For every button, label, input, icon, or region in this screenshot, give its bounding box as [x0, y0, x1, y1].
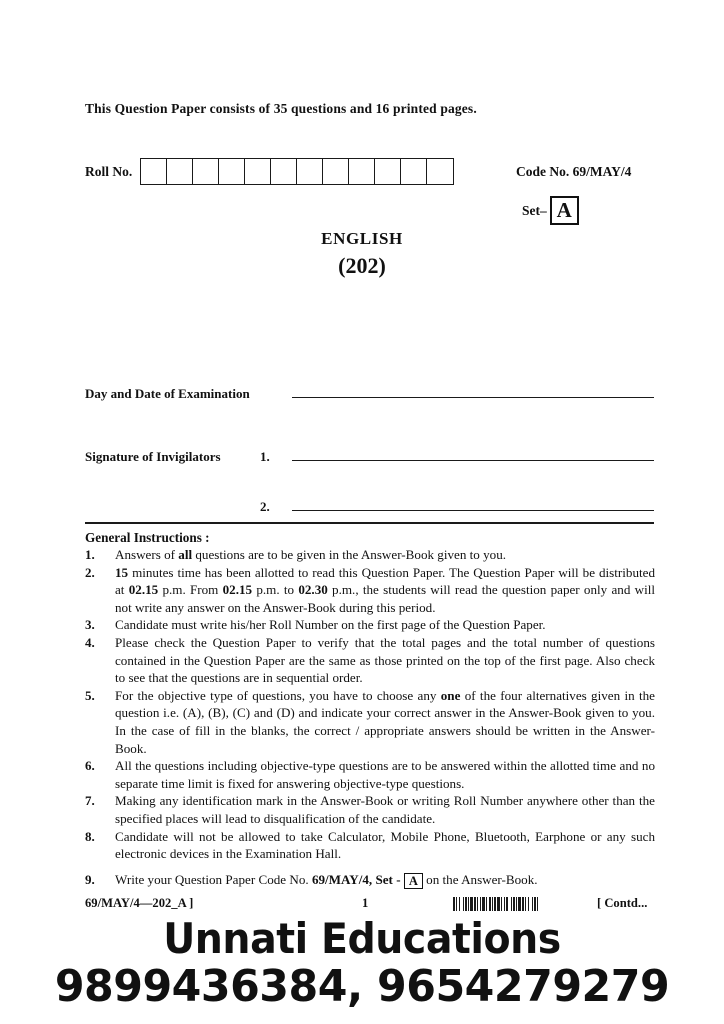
paper-summary-notice: This Question Paper consists of 35 questions and 16 printed pages.	[85, 101, 477, 116]
page-footer	[85, 896, 655, 912]
set-value-box: A	[550, 196, 579, 225]
coaching-name: Unnati Educations	[163, 914, 561, 963]
footer-page-number: 1	[362, 896, 369, 910]
instruction-text: 15 minutes time has been allotted to read this Question Paper. The Question Paper will be distributed at 02.15 p.m. From 02.15 p.m. to 02.30 p.m., the students will read the question paper only and will not write any answer on the Answer-Book during this period.	[115, 564, 655, 615]
instruction-number: 8.	[85, 828, 95, 844]
instruction-item	[85, 871, 655, 889]
invigilator-1-number: 1.	[260, 449, 270, 464]
day-and-date-label: Day and Date of Examination	[85, 386, 250, 401]
footer-continued: [ Contd...	[597, 896, 648, 910]
instruction-text: Making any identification mark in the Answer-Book or writing Roll Number anywhere other than the specified places will lead to disqualification of the candidate.	[115, 793, 655, 826]
instruction-item	[85, 687, 655, 757]
invigilator-2-number: 2.	[260, 499, 270, 514]
footer-paper-id: 69/MAY/4—202_A ]	[85, 896, 194, 910]
instruction-text: Write your Question Paper Code No. 69/MAY/4, Set - A on the Answer-Book.	[115, 871, 538, 888]
roll-number-cell[interactable]	[297, 159, 323, 184]
instruction-number: 4.	[85, 634, 95, 650]
instruction-item	[85, 564, 655, 617]
subject-code: (202)	[338, 253, 386, 278]
day-and-date-write-line[interactable]	[292, 397, 654, 398]
coaching-phone-numbers: 9899436384, 9654279279	[54, 961, 670, 1012]
set-label: Set–	[522, 202, 547, 218]
instruction-number: 6.	[85, 758, 95, 774]
instruction-number: 1.	[85, 547, 95, 562]
roll-number-field	[85, 158, 454, 185]
instruction-text: For the objective type of questions, you have to choose any one of the four alternatives given in the question i.e. (A), (B), (C) and (D) and indicate your correct answer in the Answer-Book given to you. In the case of fill in the blanks, the correct / appropriate answers should be written in the Answer-Book.	[115, 687, 655, 756]
instruction-item	[85, 792, 655, 827]
general-instructions-list	[85, 546, 655, 889]
subject-title: ENGLISH	[321, 229, 403, 248]
instruction-item	[85, 616, 655, 634]
roll-number-cell[interactable]	[323, 159, 349, 184]
roll-number-cell[interactable]	[219, 159, 245, 184]
instruction-text: Candidate must write his/her Roll Number on the first page of the Question Paper.	[115, 617, 546, 633]
instruction-number: 3.	[85, 617, 95, 633]
roll-number-cell[interactable]	[141, 159, 167, 184]
instruction-item	[85, 828, 655, 863]
instruction-item	[85, 634, 655, 687]
instruction-text: Answers of all questions are to be given in the Answer-Book given to you.	[115, 547, 507, 562]
roll-number-cell[interactable]	[193, 159, 219, 184]
instruction-number: 5.	[85, 687, 95, 703]
section-divider	[85, 522, 654, 524]
roll-number-label: Roll No.	[85, 163, 133, 179]
roll-number-cell[interactable]	[401, 159, 427, 184]
instruction-item	[85, 757, 655, 792]
roll-number-grid[interactable]	[140, 158, 454, 185]
roll-number-cell[interactable]	[167, 159, 193, 184]
instruction-number: 2.	[85, 564, 95, 580]
invigilator-1-write-line[interactable]	[292, 460, 654, 461]
general-instructions-heading: General Instructions :	[85, 530, 210, 545]
instruction-number: 7.	[85, 793, 95, 809]
instruction-text: Please check the Question Paper to verify that the total pages and the total number of questions contained in the Question Paper are the same as those printed on the top of the first page. Also check to see that the questions are in sequential order.	[115, 634, 655, 686]
roll-number-cell[interactable]	[427, 159, 453, 184]
roll-number-cell[interactable]	[375, 159, 401, 184]
instruction-number: 9.	[85, 871, 95, 887]
invigilator-2-write-line[interactable]	[292, 510, 654, 511]
instruction-text: Candidate will not be allowed to take Calculator, Mobile Phone, Bluetooth, Earphone or any such electronic devices in the Examination Hall.	[115, 828, 655, 862]
paper-code-label: Code No. 69/MAY/4	[516, 164, 632, 179]
instruction-item	[85, 546, 655, 564]
barcode-icon	[453, 897, 593, 911]
roll-number-cell[interactable]	[349, 159, 375, 184]
signature-of-invigilators-label: Signature of Invigilators	[85, 449, 221, 464]
roll-number-cell[interactable]	[271, 159, 297, 184]
coaching-watermark	[0, 916, 724, 1011]
instruction-text: All the questions including objective-type questions are to be answered within the allotted time and no separate time limit is fixed for answering objective-type questions.	[115, 758, 655, 791]
set-indicator	[522, 196, 579, 225]
roll-number-cell[interactable]	[245, 159, 271, 184]
